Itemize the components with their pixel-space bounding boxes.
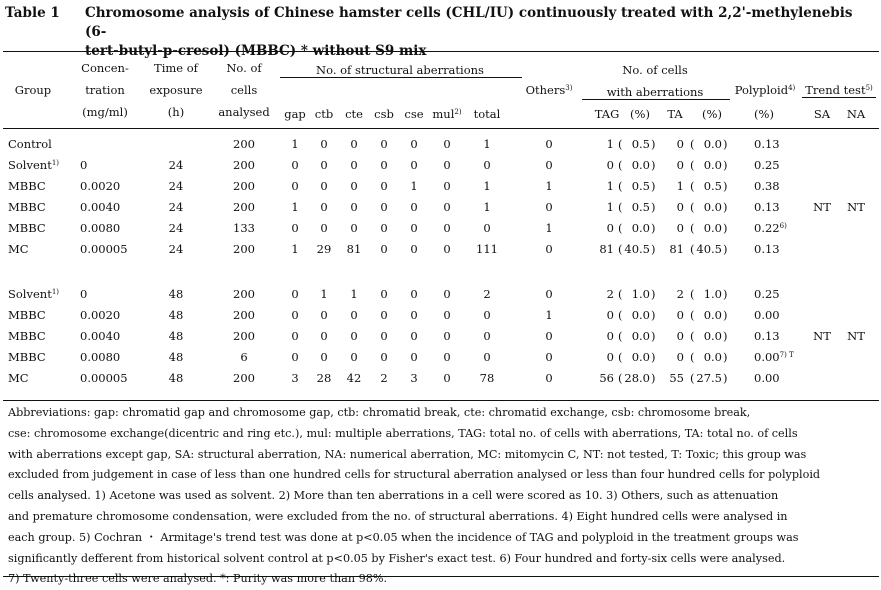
cell-tag-paren-open: ( <box>618 200 623 214</box>
cell-tag-pct: 40.5 <box>624 242 650 256</box>
cell-ta: 81 <box>669 242 684 256</box>
header-ctb: ctb <box>314 107 334 121</box>
header-with-ab-2: with aberrations <box>606 85 704 99</box>
cell-others: 1 <box>545 308 553 322</box>
cell-tag-pct: 0.0 <box>631 221 650 235</box>
body-bottom-rule <box>3 400 879 401</box>
cell-ta-pct: 0.0 <box>703 350 722 364</box>
cell-cells: 200 <box>233 137 255 151</box>
header-polyploid: Polyploid$^{4)}$ <box>734 83 796 97</box>
header-structural-rule <box>280 77 522 78</box>
header-csb: csb <box>374 107 394 121</box>
cell-ta: 0 <box>676 137 684 151</box>
cell-group: MBBC <box>8 308 46 322</box>
cell-cells: 200 <box>233 179 255 193</box>
table-end-rule <box>3 576 879 577</box>
header-pct-2: (%) <box>702 107 722 121</box>
cell-tag-paren-open: ( <box>618 179 623 193</box>
cell-tag-paren-close: ) <box>651 221 656 235</box>
cell-csb: 0 <box>380 242 388 256</box>
cell-cte: 0 <box>350 200 358 214</box>
cell-gap: 0 <box>291 287 299 301</box>
cell-tag-paren-close: ) <box>651 200 656 214</box>
footnotes <box>8 403 874 590</box>
cell-ta-paren-close: ) <box>723 200 728 214</box>
cell-tag-paren-open: ( <box>618 350 623 364</box>
cell-polyploid: 0.22$^{6)}$ <box>754 221 787 235</box>
cell-cte: 0 <box>350 308 358 322</box>
cell-tag-paren-open: ( <box>618 242 623 256</box>
cell-csb: 0 <box>380 287 388 301</box>
cell-gap: 3 <box>291 371 299 385</box>
header-cte: cte <box>345 107 363 121</box>
cell-ta-pct: 0.0 <box>703 308 722 322</box>
cell-group: Solvent$^{1)}$ <box>8 158 59 172</box>
header-others: Others$^{3)}$ <box>525 83 573 97</box>
cell-ta-paren-close: ) <box>723 137 728 151</box>
cell-ta-paren-open: ( <box>690 371 695 385</box>
header-conc-2: tration <box>85 83 125 97</box>
cell-conc: 0.0040 <box>80 329 121 343</box>
cell-ta-paren-open: ( <box>690 158 695 172</box>
cell-ta-paren-open: ( <box>690 242 695 256</box>
header-pct-1: (%) <box>630 107 650 121</box>
cell-tag-paren-close: ) <box>651 308 656 322</box>
cell-others: 0 <box>545 371 553 385</box>
cell-ctb: 0 <box>320 200 328 214</box>
cell-time: 48 <box>168 308 184 322</box>
cell-cte: 42 <box>346 371 362 385</box>
cell-ta-paren-close: ) <box>723 287 728 301</box>
header-na: NA <box>846 107 866 121</box>
cell-time: 48 <box>168 371 184 385</box>
cell-tag-pct: 0.5 <box>631 179 650 193</box>
header-bottom-rule <box>3 128 879 129</box>
cell-ta-paren-open: ( <box>690 308 695 322</box>
header-ta: TA <box>667 107 683 121</box>
cell-ctb: 0 <box>320 308 328 322</box>
cell-conc: 0.0040 <box>80 200 121 214</box>
cell-tag-paren-close: ) <box>651 179 656 193</box>
cell-total: 0 <box>483 350 491 364</box>
header-pct-3: (%) <box>754 107 774 121</box>
cell-ta-pct: 0.0 <box>703 221 722 235</box>
cell-csb: 0 <box>380 179 388 193</box>
cell-na: NT <box>847 200 865 214</box>
cell-time: 48 <box>168 329 184 343</box>
cell-conc: 0 <box>80 158 88 172</box>
cell-cte: 81 <box>346 242 362 256</box>
cell-polyploid: 0.00 <box>754 308 780 322</box>
cell-others: 0 <box>545 137 553 151</box>
cell-tag: 56 <box>599 371 614 385</box>
cell-tag-paren-close: ) <box>651 329 656 343</box>
cell-cse: 0 <box>410 242 418 256</box>
cell-tag-paren-open: ( <box>618 158 623 172</box>
cell-polyploid: 0.25 <box>754 287 780 301</box>
cell-ta: 2 <box>676 287 684 301</box>
cell-cse: 0 <box>410 350 418 364</box>
cell-polyploid: 0.38 <box>754 179 780 193</box>
cell-ta-pct: 0.0 <box>703 200 722 214</box>
cell-ta-paren-close: ) <box>723 221 728 235</box>
cell-ctb: 29 <box>316 242 332 256</box>
cell-csb: 0 <box>380 200 388 214</box>
cell-ta: 0 <box>676 308 684 322</box>
cell-polyploid: 0.13 <box>754 329 780 343</box>
cell-cells: 200 <box>233 308 255 322</box>
cell-ta-paren-open: ( <box>690 350 695 364</box>
cell-tag: 0 <box>606 158 614 172</box>
cell-csb: 0 <box>380 329 388 343</box>
cell-tag: 2 <box>606 287 614 301</box>
cell-tag-paren-open: ( <box>618 371 623 385</box>
cell-tag-pct: 0.5 <box>631 200 650 214</box>
cell-mul: 0 <box>443 179 451 193</box>
header-cse: cse <box>404 107 424 121</box>
cell-mul: 0 <box>443 287 451 301</box>
cell-ta-pct: 0.5 <box>703 179 722 193</box>
cell-ctb: 1 <box>320 287 328 301</box>
cell-ta-paren-close: ) <box>723 179 728 193</box>
cell-cse: 0 <box>410 308 418 322</box>
cell-sa: NT <box>813 200 831 214</box>
cell-total: 0 <box>483 158 491 172</box>
top-rule <box>3 51 879 52</box>
footnote-line: with aberrations except gap, SA: structural aberration, NA: numerical aberration, MC: mitomycin C, NT: not tested, T: Toxic; this group was <box>8 447 807 461</box>
cell-ta: 0 <box>676 221 684 235</box>
cell-others: 0 <box>545 350 553 364</box>
cell-ta-paren-open: ( <box>690 200 695 214</box>
header-cells-1: No. of <box>226 61 262 75</box>
cell-ta-pct: 40.5 <box>696 242 722 256</box>
header-gap: gap <box>284 107 306 121</box>
cell-cse: 1 <box>410 179 418 193</box>
cell-total: 111 <box>476 242 498 256</box>
cell-mul: 0 <box>443 221 451 235</box>
cell-tag: 0 <box>606 350 614 364</box>
cell-ta-paren-open: ( <box>690 179 695 193</box>
cell-ta-paren-open: ( <box>690 221 695 235</box>
cell-cells: 200 <box>233 371 255 385</box>
cell-conc: 0.00005 <box>80 242 128 256</box>
cell-total: 1 <box>483 200 491 214</box>
header-group: Group <box>14 83 52 97</box>
cell-sa: NT <box>813 329 831 343</box>
title-line-1: Chromosome analysis of Chinese hamster cells (CHL/IU) continuously treated with 2,2'-methylenebis (6- <box>85 5 853 40</box>
cell-csb: 2 <box>380 371 388 385</box>
cell-csb: 0 <box>380 137 388 151</box>
cell-ta-paren-close: ) <box>723 158 728 172</box>
cell-tag-pct: 0.0 <box>631 308 650 322</box>
cell-gap: 1 <box>291 137 299 151</box>
cell-mul: 0 <box>443 137 451 151</box>
cell-group: Control <box>8 137 52 151</box>
cell-ctb: 0 <box>320 179 328 193</box>
cell-others: 0 <box>545 242 553 256</box>
cell-group: Solvent$^{1)}$ <box>8 287 59 301</box>
header-trend: Trend test$^{5)}$ <box>805 83 873 97</box>
cell-tag-paren-open: ( <box>618 329 623 343</box>
cell-ctb: 0 <box>320 329 328 343</box>
cell-polyploid: $0.00^{7) T}$ <box>754 350 794 364</box>
cell-gap: 0 <box>291 308 299 322</box>
header-time-3: (h) <box>167 105 185 119</box>
cell-cte: 0 <box>350 158 358 172</box>
cell-tag-paren-close: ) <box>651 350 656 364</box>
cell-cse: 0 <box>410 137 418 151</box>
cell-tag-pct: 28.0 <box>624 371 650 385</box>
cell-ta-pct: 0.0 <box>703 329 722 343</box>
cell-group: MBBC <box>8 221 46 235</box>
cell-total: 0 <box>483 221 491 235</box>
cell-tag: 1 <box>606 137 614 151</box>
cell-tag: 1 <box>606 200 614 214</box>
cell-gap: 1 <box>291 200 299 214</box>
footnote-line: significantly defferent from historical solvent control at p<0.05 by Fisher's exact test. 6) Four hundred and forty-six cells were analysed. <box>8 551 786 565</box>
header-with-ab-1: No. of cells <box>622 63 688 77</box>
cell-others: 1 <box>545 179 553 193</box>
cell-total: 78 <box>479 371 495 385</box>
header-structural: No. of structural aberrations <box>316 63 484 77</box>
header-trend-rule <box>802 97 876 98</box>
cell-polyploid: 0.13 <box>754 200 780 214</box>
header-conc-3: (mg/ml) <box>82 105 128 119</box>
footnote-line: Abbreviations: gap: chromatid gap and chromosome gap, ctb: chromatid break, cte: chromatid exchange, csb: chromosome break, <box>8 406 751 419</box>
cell-group: MC <box>8 242 29 256</box>
cell-ta: 0 <box>676 158 684 172</box>
cell-mul: 0 <box>443 308 451 322</box>
cell-total: 2 <box>483 287 491 301</box>
cell-others: 1 <box>545 221 553 235</box>
cell-tag-pct: 0.0 <box>631 350 650 364</box>
cell-ctb: 0 <box>320 137 328 151</box>
cell-ta-paren-open: ( <box>690 287 695 301</box>
cell-mul: 0 <box>443 350 451 364</box>
cell-cse: 0 <box>410 200 418 214</box>
table-number: Table 1 <box>5 5 60 21</box>
cell-polyploid: 0.13 <box>754 242 780 256</box>
cell-mul: 0 <box>443 158 451 172</box>
cell-mul: 0 <box>443 371 451 385</box>
header-with-ab-rule <box>582 99 730 100</box>
cell-ta: 0 <box>676 329 684 343</box>
cell-ta-paren-close: ) <box>723 371 728 385</box>
cell-cte: 0 <box>350 137 358 151</box>
cell-tag: 0 <box>606 221 614 235</box>
footnote-line: excluded from judgement in case of less than one hundred cells for structural aberration analysed or less than four hundred cells for polyploid <box>8 468 821 482</box>
cell-tag-paren-open: ( <box>618 287 623 301</box>
cell-total: 1 <box>483 179 491 193</box>
cell-time: 24 <box>168 242 184 256</box>
cell-cells: 200 <box>233 200 255 214</box>
cell-ctb: 28 <box>316 371 332 385</box>
cell-tag-paren-close: ) <box>651 137 656 151</box>
cell-group: MBBC <box>8 329 46 343</box>
cell-polyploid: 0.00 <box>754 371 780 385</box>
cell-polyploid: 0.25 <box>754 158 780 172</box>
cell-gap: 1 <box>291 242 299 256</box>
cell-tag-paren-close: ) <box>651 158 656 172</box>
cell-ta-paren-close: ) <box>723 329 728 343</box>
cell-csb: 0 <box>380 158 388 172</box>
cell-time: 24 <box>168 158 184 172</box>
cell-ta-paren-open: ( <box>690 137 695 151</box>
cell-csb: 0 <box>380 221 388 235</box>
cell-ctb: 0 <box>320 158 328 172</box>
title-line-2: tert-butyl-p-cresol) (MBBC) * without S9 mix <box>85 43 427 59</box>
cell-others: 0 <box>545 200 553 214</box>
cell-conc: 0.0020 <box>80 179 121 193</box>
footnote-line: cells analysed. 1) Acetone was used as solvent. 2) More than ten aberrations in a cell were scored as 10. 3) Others, such as attenuation <box>8 489 779 503</box>
cell-others: 0 <box>545 329 553 343</box>
cell-tag-pct: 0.0 <box>631 158 650 172</box>
cell-total: 0 <box>483 329 491 343</box>
cell-ctb: 0 <box>320 221 328 235</box>
cell-cte: 1 <box>350 287 358 301</box>
cell-csb: 0 <box>380 350 388 364</box>
cell-cse: 0 <box>410 158 418 172</box>
cell-ta-pct: 27.5 <box>696 371 722 385</box>
cell-gap: 0 <box>291 350 299 364</box>
cell-conc: 0.0080 <box>80 350 121 364</box>
cell-tag-paren-close: ) <box>651 242 656 256</box>
cell-others: 0 <box>545 158 553 172</box>
cell-total: 1 <box>483 137 491 151</box>
cell-gap: 0 <box>291 158 299 172</box>
footnote-line: cse: chromosome exchange(dicentric and ring etc.), mul: multiple aberrations, TAG: total no. of cells with aberrations, TA: total no. of cells <box>8 426 798 440</box>
footnote-line: each group. 5) Cochran ・ Armitage's trend test was done at p<0.05 when the incidence of TAG and polyploid in the treatment groups was <box>8 530 799 544</box>
cell-ta: 55 <box>669 371 684 385</box>
header-tag: TAG <box>594 107 620 121</box>
cell-cte: 0 <box>350 329 358 343</box>
cell-group: MC <box>8 371 29 385</box>
cell-tag: 81 <box>599 242 614 256</box>
cell-cte: 0 <box>350 350 358 364</box>
cell-cte: 0 <box>350 179 358 193</box>
cell-ta-pct: 0.0 <box>703 158 722 172</box>
cell-ta-paren-close: ) <box>723 350 728 364</box>
cell-ta-paren-open: ( <box>690 329 695 343</box>
footnote-line: and premature chromosome condensation, were excluded from the no. of structural aberrations. 4) Eight hundred cells were analysed in <box>8 509 788 523</box>
cell-tag-paren-open: ( <box>618 221 623 235</box>
cell-group: MBBC <box>8 200 46 214</box>
cell-cse: 0 <box>410 329 418 343</box>
cell-polyploid: 0.13 <box>754 137 780 151</box>
cell-conc: 0.0020 <box>80 308 121 322</box>
cell-conc: 0 <box>80 287 88 301</box>
header-mul: mul$^{2)}$ <box>432 107 462 121</box>
cell-mul: 0 <box>443 200 451 214</box>
cell-mul: 0 <box>443 329 451 343</box>
cell-ta-pct: 0.0 <box>703 137 722 151</box>
header-cells-3: analysed <box>218 105 270 119</box>
cell-tag-pct: 0.5 <box>631 137 650 151</box>
header-conc-1: Concen- <box>81 61 129 75</box>
cell-na: NT <box>847 329 865 343</box>
cell-cells: 6 <box>240 350 248 364</box>
cell-tag-paren-open: ( <box>618 137 623 151</box>
cell-mul: 0 <box>443 242 451 256</box>
cell-time: 24 <box>168 179 184 193</box>
cell-tag-pct: 1.0 <box>631 287 650 301</box>
header-sa: SA <box>813 107 831 121</box>
header-cells-2: cells <box>230 83 258 97</box>
cell-csb: 0 <box>380 308 388 322</box>
cell-tag-paren-open: ( <box>618 308 623 322</box>
cell-tag-paren-close: ) <box>651 287 656 301</box>
cell-gap: 0 <box>291 221 299 235</box>
cell-gap: 0 <box>291 329 299 343</box>
cell-group: MBBC <box>8 350 46 364</box>
cell-tag: 0 <box>606 308 614 322</box>
cell-conc: 0.0080 <box>80 221 121 235</box>
cell-cse: 0 <box>410 287 418 301</box>
cell-tag: 1 <box>606 179 614 193</box>
cell-total: 0 <box>483 308 491 322</box>
cell-ta-paren-close: ) <box>723 242 728 256</box>
cell-tag-pct: 0.0 <box>631 329 650 343</box>
cell-cells: 200 <box>233 242 255 256</box>
cell-ctb: 0 <box>320 350 328 364</box>
footnote-line: 7) Twenty-three cells were analysed. *: Purity was more than 98%. <box>8 572 388 586</box>
cell-cse: 0 <box>410 221 418 235</box>
cell-group: MBBC <box>8 179 46 193</box>
cell-cells: 133 <box>233 221 255 235</box>
cell-cells: 200 <box>233 329 255 343</box>
cell-gap: 0 <box>291 179 299 193</box>
cell-cells: 200 <box>233 158 255 172</box>
cell-ta-paren-close: ) <box>723 308 728 322</box>
cell-cse: 3 <box>410 371 418 385</box>
cell-cells: 200 <box>233 287 255 301</box>
cell-cte: 0 <box>350 221 358 235</box>
cell-time: 48 <box>168 287 184 301</box>
header-time-1: Time of <box>154 61 198 75</box>
cell-time: 24 <box>168 221 184 235</box>
cell-others: 0 <box>545 287 553 301</box>
header-time-2: exposure <box>149 83 203 97</box>
cell-time: 24 <box>168 200 184 214</box>
cell-conc: 0.00005 <box>80 371 128 385</box>
cell-ta: 0 <box>676 350 684 364</box>
cell-ta: 0 <box>676 200 684 214</box>
cell-time: 48 <box>168 350 184 364</box>
header-total: total <box>473 107 501 121</box>
cell-ta: 1 <box>676 179 684 193</box>
cell-ta-pct: 1.0 <box>703 287 722 301</box>
cell-tag: 0 <box>606 329 614 343</box>
cell-tag-paren-close: ) <box>651 371 656 385</box>
